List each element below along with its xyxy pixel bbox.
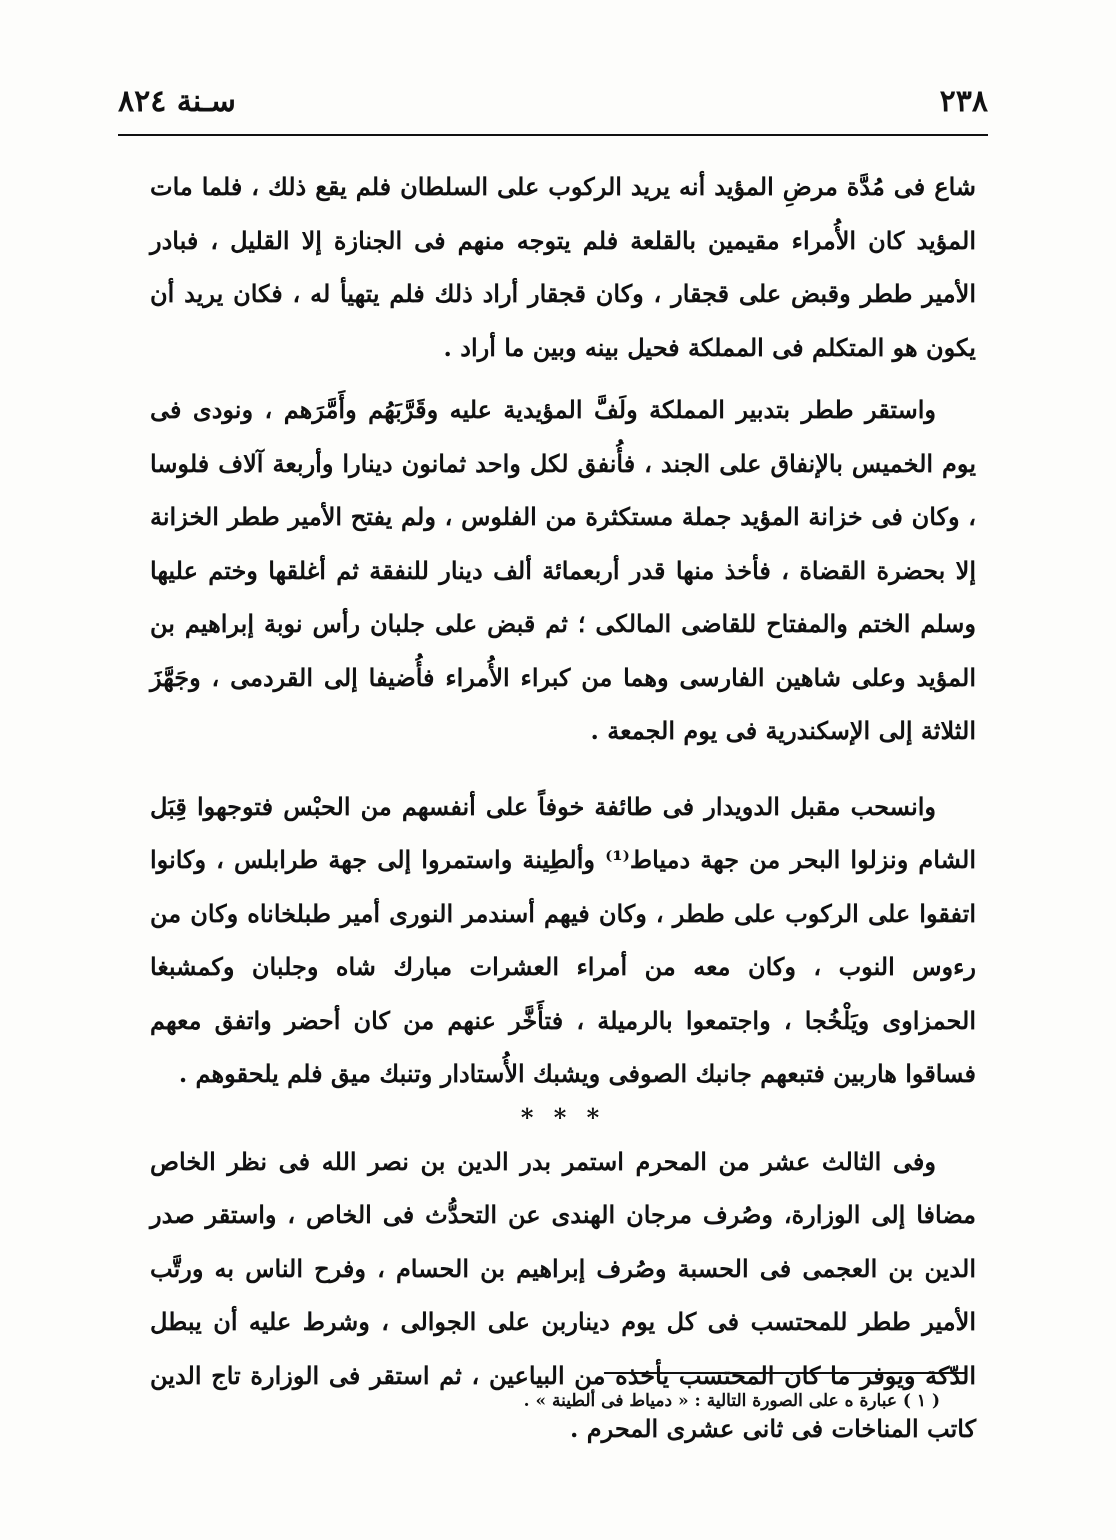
main-text bbox=[150, 160, 976, 1456]
page-number: ٢٣٨ bbox=[939, 84, 988, 119]
paragraph-1: شاع فى مُدَّة مرضِ المؤيد أنه يريد الركوب على السلطان فلم يقع ذلك ، فلما مات المؤيد كان الأُمراء مقيمين بالقلعة فلم يتوجه منهم فى الجنازة إلا القليل ، فبادر الأمير ططر وقبض على قجقار ، وكان قجقار أراد ذلك فلم يتهيأ له ، فكان يريد أن يكون هو المتكلم فى المملكة فحيل بينه وبين ما أراد . bbox=[150, 172, 976, 362]
header-rule bbox=[118, 134, 988, 136]
page-header bbox=[118, 78, 988, 134]
paragraph-4: وفى الثالث عشر من المحرم استمر بدر الدين بن نصر الله فى نظر الخاص مضافا إلى الوزارة، وصُرف مرجان الهندى عن التحدُّث فى الخاص ، واستقر صدر الدين بن العجمى فى الحسبة وصُرف إبراهيم بن الحسام ، وفرح الناس به ورتَّب الأمير ططر للمحتسب فى كل يوم ديناربن على الجوالى ، وشرط عليه أن يبطل الدّكة ويوفر ما كان المحتسب يأخذه من البياعين ، ثم استقر فى الوزارة تاج الدين كاتب المناخات فى ثانى عشرى المحرم . bbox=[150, 1146, 976, 1443]
footnote-rule bbox=[604, 1372, 966, 1374]
running-head-year: سـنة ٨٢٤ bbox=[118, 84, 236, 119]
paragraph-3: وانسحب مقبل الدويدار فى طائفة خوفاً على أنفسهم من الحبْس فتوجهوا قِبَل الشام ونزلوا البحر من جهة دمياط⁽¹⁾ وألطِينة واستمروا إلى جهة طرابلس ، وكانوا اتفقوا على الركوب على ططر ، وكان فيهم أسندمر النورى أمير طبلخاناه وكان من رءوس النوب ، وكان معه من أمراء العشرات مبارك شاه وجلبان وكمشبغا الحمزاوى ويَلْخُجا ، واجتمعوا بالرميلة ، فتأَخَّر عنهم من كان أحضر واتفق معهم فساقوا هاربين فتبعهم جانبك الصوفى ويشبك الأُستادار وتنبك ميق فلم يلحقوهم . bbox=[150, 791, 976, 1088]
section-separator: * * * bbox=[520, 1102, 606, 1132]
paragraph-2: واستقر ططر بتدبير المملكة ولَفَّ المؤيدية عليه وقَرَّبَهُم وأَمَّرَهم ، ونودى فى يوم الخميس بالإنفاق على الجند ، فأُنفق لكل واحد ثمانون دينارا وأربعة آلاف فلوسا ، وكان فى خزانة المؤيد جملة مستكثرة من الفلوس ، ولم يفتح الأمير ططر الخزانة إلا بحضرة القضاة ، فأخذ منها قدر أربعمائة ألف دينار للنفقة ثم أغلقها وختم عليها وسلم الختم والمفتاح للقاضى المالكى ؛ ثم قبض على جلبان رأس نوبة إبراهيم بن المؤيد وعلى شاهين الفارسى وهما من كبراء الأُمراء فأُضيفا إلى القردمى ، وجَهَّزَ الثلاثة إلى الإسكندرية فى يوم الجمعة . bbox=[150, 395, 976, 745]
footnote: ( ١ ) عبارة ه على الصورة التالية : « دمياط فى ألطينة » . bbox=[523, 1391, 940, 1411]
